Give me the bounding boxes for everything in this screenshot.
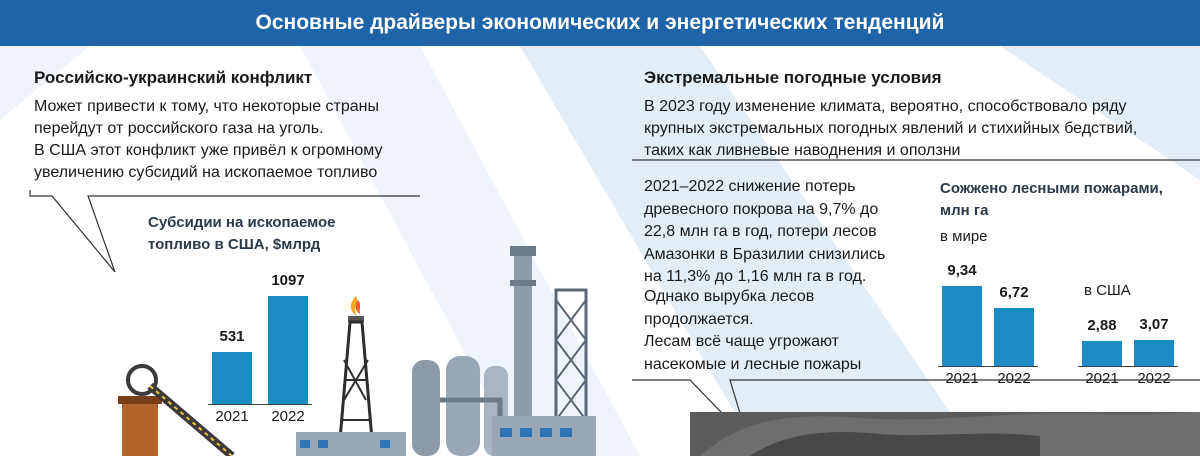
bar-usa-2022: [1134, 340, 1174, 366]
logging-line: продолжается.: [644, 310, 754, 328]
chart-title-line: Субсидии на ископаемое: [148, 214, 336, 231]
coal-mine-headframe-icon: [118, 366, 232, 456]
tick-label-usa-2021: 2021: [1085, 370, 1119, 387]
tick-label-subsidies-2021: 2021: [215, 408, 249, 425]
left-heading: Российско-украинский конфликт: [34, 68, 313, 87]
tick-label-subsidies-2022: 2022: [271, 408, 305, 425]
bar-world-2022: [994, 308, 1034, 366]
value-label-usa-2021: 2,88: [1087, 317, 1117, 335]
forest-line: Амазонки в Бразилии снизились: [644, 245, 886, 263]
value-label-subsidies-2022: 1097: [271, 272, 305, 289]
value-label-usa-2022: 3,07: [1139, 315, 1169, 333]
logging-line: Лесам всё чаще угрожают: [644, 333, 839, 350]
usa-group-label: в США: [1084, 282, 1131, 299]
forest-loss-text: [644, 176, 885, 289]
value-label-world-2021: 9,34: [947, 262, 977, 279]
forest-line: 22,8 млн га в год, потери лесов: [644, 223, 877, 240]
left-line: перейдут от российского газа на уголь.: [34, 120, 324, 137]
factory-smokestack-icon: [492, 246, 596, 456]
logging-line: Однако вырубка лесов: [644, 288, 815, 305]
axis-world: [938, 366, 1038, 367]
value-label-subsidies-2021: 531: [219, 327, 245, 345]
logging-line: насекомые и лесные пожары: [644, 355, 862, 373]
logging-text: [644, 286, 861, 376]
banner-title: Основные драйверы экономических и энергетических тенденций: [255, 11, 945, 34]
axis-usa: [1078, 366, 1178, 367]
right-paragraph: [644, 96, 1137, 162]
wildfire-smoke-photo: [690, 412, 1200, 456]
forest-line: древесного покрова на 9,7% до: [644, 200, 879, 218]
tick-label-world-2021: 2021: [945, 370, 979, 387]
right-line: таких как ливневые наводнения и оползни: [644, 142, 961, 159]
world-group-label: в мире: [940, 228, 988, 245]
left-line: Может привести к тому, что некоторые страны: [34, 98, 379, 115]
chart-title-line: топливо в США, $млрд: [148, 236, 321, 253]
right-heading: Экстремальные погодные условия: [644, 68, 942, 87]
tick-label-world-2022: 2022: [997, 370, 1031, 387]
left-line: В США этот конфликт уже привёл к огромному: [34, 142, 383, 159]
oil-rig-flame-icon: [296, 296, 406, 456]
right-line: В 2023 году изменение климата, вероятно, способствовало ряду: [644, 98, 1127, 115]
right-line: крупных экстремальных погодных явлений и стихийных бедствий,: [644, 120, 1138, 137]
forest-line: 2021–2022 снижение потерь: [644, 178, 856, 195]
chart-title-line: млн га: [940, 202, 989, 219]
value-label-world-2022: 6,72: [999, 284, 1029, 302]
bar-world-2021: [942, 286, 982, 366]
wildfire-chart-title: [940, 178, 1163, 222]
chart-title-line: Сожжено лесными пожарами,: [940, 180, 1163, 197]
bar-usa-2021: [1082, 341, 1122, 366]
forest-line: на 11,3% до 1,16 млн га в год.: [644, 268, 867, 285]
left-line: увеличению субсидий на ископаемое топливо: [34, 164, 378, 181]
tick-label-usa-2022: 2022: [1137, 370, 1171, 387]
